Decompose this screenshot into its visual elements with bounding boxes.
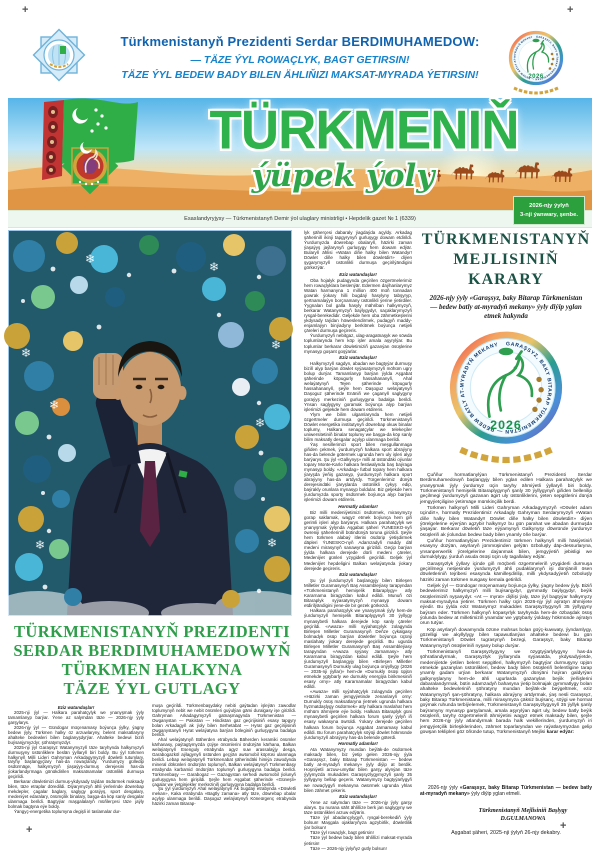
masthead xyxy=(8,98,592,210)
registration-mark: + xyxy=(22,4,29,16)
decree-paragraph: Garaşsyzlyk ýyllary içinde giň möçberli özgertmeleriň yzygiderli durmuşa geçirilmegi netijesinde ýurdumyzyň ähli pudaklarynyň işi dünýäniň ösen döwletleriniň tejribesi esasynda kämilleşdirilip, milli ykdysadyýetiň özboluşly häzirki zaman türkmen nusgasy kemala getirildi. xyxy=(420,561,592,583)
issue-date-line2: 3-nji ýanwary, şenbe. xyxy=(520,211,578,218)
issue-date-line1: 2026-njy ýylyň xyxy=(529,202,569,209)
greeting-paragraph: Ýaş nesillerimizi sport bilen meşgullanmaga giňden çekmek, ýurdumyzyň halkara sport abraýyny has-da belende götermek ugrunda hem uly işleri alyp barýarys. Şu ýyl «Galkynyş» milli at üstündäki oýunlar topary Monte-Karlo halkara festiwalynda baş baýraga mynasyp boldy. «Arkadag» futbol topary hem halkara ýaryşda ýeňiş gazanyp, ýurdumyzyň halkara sport abraýyny has-da artdyrdy. Türgenlerimiz dünýä derejesindäki ýaryşlarda üstünlikli çykyş edip, baýrakly orunlara mynasyp boldular. Biz geljekde hem ýurdumyzda sporty ösdürmek boýunça alyp barýan işlerimizi dowam etdireris. xyxy=(304,441,412,503)
year-2026-emblem-icon xyxy=(444,325,568,471)
decree-signature xyxy=(420,807,592,823)
resolution-post: ýyly diýip yglan etmeli. xyxy=(469,791,521,797)
president-quote-line2: TÄZE ÝYL BEDEW BADY BILEN ÄHLIŇIZI MAKSAT-MYRADA ÝETIRSIN! xyxy=(121,69,479,81)
greeting-paragraph: 2025-nji ýyl Garaşsyz Watanymyzyň täze taryhynda halkymyzyň durmuşyny üstünliklere beslän ýyllaryň biri boldy. Bu ýyl türkmen halkynyň Milli Lideri Gahryman Arkadagymyzyň döwletli tutumlary, taryhy başlangyçlary has-da rowaçlandy. Ýurdumyzy gülledip ösdürmäge, halkymyzyň ýaşaýyş-durmuş derejesini has-da ýokarlandyrmaga gönükdirilen maksatnamalar üstünlikli durmuşa geçirildi. xyxy=(8,744,144,780)
greeting-paragraph: Biz milli medeniýetimizi ösdürmek, mirasymyzy gorap saklamak, wagyz etmek boýunça hem giň gerimli işleri alyp barýarys. Halkara parahatçylyk we ynanyşmak ýylynda Aşgabat şäheri ÝUNESKO-nyň öwreniji şäherleriniň bütindünýä toruna girizildi. Şeýle hem türkmen alabaý itlerini ösdürip ýetişdirmek däpleri ÝUNESKO-nyň Adamzadyň maddy däl medeni mirasynyň sanawyna girizildi. Geçip barýan ýylda halkara derejede dürli medeni çäreler, Medeniýet günleri yzygiderli geçirildi. Geljek ýyl Medeniýet hepdeligini Balkan welaýatynda ýokary derejede geçireris. xyxy=(304,510,412,571)
decree-resolution xyxy=(420,785,592,797)
greeting-subhead: Eziz watandaşlar! xyxy=(339,271,377,277)
greeting-headline-line: TÜRKMENISTANYŇ PREZIDENTI xyxy=(13,622,291,641)
greeting-subhead: Eziz watandaşlar! xyxy=(57,704,95,710)
newspaper-subtitle: ýüpek ýoly xyxy=(251,158,435,194)
resolution-year-name: «Garaşsyz, baky Bitarap Türkmenistan — bedew batly at-myradyň mekany» xyxy=(420,785,592,797)
greeting-paragraph: «Awaza» milli syýahatçylyk zolagynda geçirilen «Häzirki zaman jemgyýetinde zenanlaryň orny: Durnukly ösüş maksatlaryna ýetmek ugrunda halkara hyzmatdaşlygy ösdürmek» atly halkara maslahat hem möhüm ähmiýete eýe boldy. Halkara Bitaraplyk güni mynasybetli geçirilen halkara forum şanly ýylyň iň esasy wakasyna öwrüldi. Ýokary derejede geçirilen halkara forum boýunça Aşgabat Jarnamasy kabul edildi. Bu forum parahatçylyk söýüji döwlet hökmünde ýurdumyzyň abraýyny has-da belende göterdi. xyxy=(304,689,412,740)
decree-dateline: Aşgabat şäheri, 2025-nji ýylyň 26-njy dekabry. xyxy=(451,830,561,836)
decree-article xyxy=(420,230,592,836)
greeting-paragraph: Ýene az salymdan täze — 2026-njy ýyly garşy alarys. Şu nurana säht ähliňize berk jan saglygyny we täze üstünlikleri arzuw edýärin. xyxy=(304,800,412,816)
svg-text:❄: ❄ xyxy=(21,346,32,360)
signature-name: D.GULMANOWA xyxy=(500,816,546,822)
greeting-paragraph: Şu ýyl ýurdumyzyň başlangyjy bilen Birleşen Milletler Guramasynyň Baş Assambleýasy tarapyndan «Türkmenistanyň hemişelik Bitaraplygy» atly Kararnama biragyzdan kabul edildi. Munuň özi Bitaraplyk syýasatymyzyň mynasyp dowam etdirilýändigini ýene-de bir gezek görkezdi. xyxy=(304,578,412,609)
decree-paragraph: Çuňňur hormatlanylýan Prezidentimiz türkmen halkynyň milli häsiýetiniň esasyny düzýän, asyrlaryň jümmüşinden gelýän özboluşly däp-dessurlaryna, ynsanperwerlik ýörelgelerine daýanmak bilen, jemgyýetiň jebisligi we durnuklylygy, ýurduň asuda ösüşi üçin uly tagallalary edýär. xyxy=(420,539,592,561)
greeting-paragraph: Halkara parahatçylyk we ynanyşmak ýyly hem-de ýurdumyzyň hemişelik Bitaraplygynyň 30 ýyllygy mynasybetli halkara derejede köp sanly çäreler geçirildi. «Awaza» milli syýahatçylyk zolagynda Birleşen Milletler Guramasynyň Deňze çykalgasy bolmadyk ösüp barýan döwletler boýunça üçünji maslahaty ýokary derejede geçirildi. Bu ugurda Birleşen Milletler Guramasynyň Baş Assambleýasy tarapyndan «Awaza syýasy Jarnamasy» atly Kararnama biragyzdan kabul edildi. Şeýle hem ýurdumyzyň başlangyjy bilen «Birleşen Milletler Guramasynyň Durnukly ulag boýunça onýyllygy (2026 — 2035-nji ýyllar)» hem-de «Durnukly ösüşi üpjün etmekde ygtybarly we durnukly energiýa birikmesiniň esasy orny» atly Kararnamalar biragyzdan kabul edildi. xyxy=(304,608,412,690)
decree-paragraph: Köp asyrlaryň dowamynda özüne mahsus bolan güýç-kuwwaty, ýyndamlygy, gözelligi we akyllylygy bilen tapawutlanýan ahalteke bedewi bu gün Türkmenistanyň Döwlet tugrasynyň bezegi, Garaşsyz, baky Bitarap Watanymyzyň ösüşleriniň nyşany bolup durýar. xyxy=(420,627,592,649)
resolution-pre: 2026-njy ýyly xyxy=(428,785,460,791)
greeting-paragraph: 2026-njy ýyl — Gündogar müçenamasy boýunça ýylky, ýagny bedew ýyly. Türkmen halky öz arzuwlaryny, belent maksatlaryny ahalteke bedewleri bilen baglanyşdyrýar. Ahalteke bedewi biziň buýsanjymyzdyr, şöhratymyzdyr. xyxy=(8,725,144,745)
president-quote-line1: — TÄZE ÝYL ROWAÇLYK, BAGT GETIRSIN! xyxy=(190,54,410,66)
svg-text:❄: ❄ xyxy=(255,416,266,430)
svg-text:❄: ❄ xyxy=(271,338,282,352)
year-2026-emblem-icon xyxy=(506,28,566,98)
decree-subtitle: 2026-njy ýyly «Garaşsyz, baky Bitarap Türkmenistan — bedew batly at-myradyň mekany» ýyly diýip yglan etmek hakynda xyxy=(429,294,583,320)
greeting-paragraph: Ylym we bilim ulgamlarynda hem netijeli özgertmeler durmuşa geçirildi. Türkmenistanyň Döwlet energetika institutynyň döwrebap okuw binalar toplumy, Halkara senagatçylar we telekeçiler uniwersitetiniň binalar toplumy we başga-da köp sanly bilim maksatly desgalar açylyp ulanmaga berildi. xyxy=(304,411,412,442)
greeting-paragraph: lyk şäherçesi dabaraly ýagdaýda açyldy. Arkadag şäheriniň ikinji tapgyrynyň gurluşygy dowam etdirildi. Ýurdumyzda döwrebap obalaryň, häzirki zaman ýaşaýyş jaýlarynyň gurluşygy hem dowam edýär. Bularyň ählisi «Watan diňe halky bilen Watandyr! Döwlet diňe halky bilen döwletdir!» diýen şygarymyzyň üstünlikli durmuşa geçirilýändigini görkezýär. xyxy=(304,230,412,271)
decree-headline xyxy=(420,230,592,290)
greeting-article xyxy=(8,230,412,851)
svg-text:❄: ❄ xyxy=(35,538,46,552)
president-quote-block xyxy=(100,34,500,81)
registration-mark: + xyxy=(26,824,33,836)
greeting-headline-line: TÜRKMEN HALKYNA xyxy=(61,660,243,679)
greeting-paragraph: Halkymyzyň sagdyn, abadan we bagtyýar durmuşy biziň alyp barýan döwlet syýasatymyzyň möhüm ugry bolup durýar. Tamamlanyp barýan ýylda Aşgabat şäherinde köpugurly hassahananyň, Ahal welaýatynyň Tejen şäherinde köpugurly hassahananyň, şeýle hem Daşoguz welaýatynyň Daşoguz şäherinde Enäniň we çaganyň saglygyny goraýyş merkeziniň gurluşygyna badalga berildi. Ynsan saglygyny goramak boýunça alyp barýan işlerimizi geljekde hem dowam etdireris. xyxy=(304,361,412,412)
registration-mark: + xyxy=(567,4,574,16)
decree-paragraph-text: Türkmenistanyň Garaşsyzlygyny we özygtyýarlylygyny has-da şöhratlandyrmak, Garaşsyzlyk ýyllarynda syýasatda, ykdysadyýetde, medeniýetde ýetilen belent sepgitleri, halkymyzyň bagtyýar durmuşyny üpjün etmekde gazanylan üstünlikleri, bedew bady bilen ösüşleriň belentligine tarap ynamly gadam urýan berkarar Watanymyzyň dünýäni haýran galdyrýan galkynyşlaryny hem-de ähli ugurlarda gazanylan beýik ýeňişlerini dabaralandyrmak, bütin adamzadyň bahasyna ýetip bolmajak gymmatlygy bolan ahalteke bedewleriniň şöhratyny mundan beýläk-de beýgeltmek, eziz Watanymyzyň şan-şöhratyny, halkara abraýyny artdyrmak, ýaş nesli Garaşsyz, baky Bitarap Türkmenistana, milli mirasymyza çäksiz buýsanç, söýgi we hormat goýmak ruhunda terbiýelemek, Türkmenistanyň Garaşsyzlygynyň 35 ýyllyk şanly baýramyny mynasyp garşylamak, amala aşyrylýan ägirt uly, bedew batly beýik ösüşleriň, taryhy özgertmeleriň ähmiýetini wagyz etmek maksady bilen, şeýle hem 2026-njy ýyly atlandyrmak barada halk wekillerinden, ýurdumyzyň iri jemgyýetçilik birleşiklerinden, zähmet toparlaryndan we raýatlarymyzdan gelip gowşan teklipleri göz öňünde tutup, Türkmenistanyň Mejlisi xyxy=(420,650,592,736)
decree-resolves-bold: karar edýär: xyxy=(545,730,575,736)
decree-headline-line: MEJLISINIŇ xyxy=(453,251,559,268)
founder-strip xyxy=(8,210,592,228)
president-new-year-portrait xyxy=(9,231,291,615)
svg-text:❄: ❄ xyxy=(85,252,96,266)
greeting-subhead: Eziz watandaşlar! xyxy=(339,572,377,578)
greeting-paragraph: Täze ýyl rowaçlyk, bagt getirsin! xyxy=(310,830,374,836)
greeting-paragraph: Ýurdumyzyň nebitgaz, ulag-aragatnaşyk we söwda toplumlarynda hem köp işler amala aşyrylýar. Bu toplumlar berkarar döwletimiziň gazanýan ösüşlerine mynasyp goşant goşýarlar. xyxy=(304,333,412,354)
greeting-subhead: Eziz watandaşlar! xyxy=(339,355,377,361)
decree-body xyxy=(420,473,592,781)
greeting-paragraph: Ata Watanymyzy mundan beýläk-de ösdürmek maksady bilen, biz ýetip gelen 2026-njy ýyla «Garaşsyz, baky Bitarap Türkmenistan — bedew batly at-myradyň mekany» ýyly diýip at berdik. Hoşniýetli arzuw-umytlar bilen garşy alynýan täze ýylymyzda mukaddes Garaşsyzlygymyzyň şanly 35 ýyllygyny bellap geçeris. Watanymyzy bagtyýarlygyň we rowaçlygyň mekanyna öwürmek ugrunda yhlas bilen zähmet çekeris. xyxy=(304,747,412,793)
greeting-paragraph: Ahal welaýatynyň Bäherden etrabynda Bäherden keramiki önümler kärhanasy, paýtagtymyzda çüýşe önümlerini öndürýän kärhana, Balkan welaýatynyň Esenguly etrabynda agyz suw arassalaýjy desga, Garabogazköl aýlagynyň üstünden geçýän awtomobil köprüsi ulanmaga berildi. Lebap welaýatynyň Türkmenabat şäherindäki himiýa zawodynda mineral dökünleri öndürýän toplumyň, Balkan welaýatynyň Türkmenbaşy etrabynda karbamid öndürýän toplumyň gurluşygyna badalga berildi. Türkmenbaşy — Garabogaz — Gazagystan serhedi awtomobil ýolunyň gurluşygyna hem girişildi. Şeýle hem Aşgabat şäherinde «Güneşli» çagalar we ýetginjekler merkeziniň gurluşygyna badalga berildi. xyxy=(152,737,296,787)
greeting-headline xyxy=(8,622,296,702)
greeting-paragraph: Berkarar döwletimizi durmuş-ykdysady taýdan ösdürmek maksady bilen, täze etraplar döredildi. Diýarymyzyň ähli ýerlerinde döwrebap mekdepler, çagalar baglary, saglygy goraýyş, sport desgalary, medeniýet edaralary, önümçilik binalary, başga-da köp sanly desgalar ulanmaga berildi. Bagtyýar maşgalalaryň müňlerçesi täze jaýly bolmak bagtyna eýe boldy. xyxy=(8,779,144,809)
svg-text:❄: ❄ xyxy=(267,536,278,550)
greeting-paragraph: Ýangyç-energetika toplumyna degişli iri taslamalar dur- xyxy=(14,808,121,814)
greeting-paragraph: Şu ýyl ýurdumyzyň Ahal welaýatynyň Ak bugdaý etrabynda «Döwletli mekan», Kaka etrabynda «Bagtly zamana» atly täze, döwrebap obalar açylyp ulanmaga berildi. Daşoguz welaýatynyň Köneürgenç etrabynda häzirki zaman Bitarap- xyxy=(152,786,296,807)
greeting-paragraph: Täze — 2026-njy ýylyňyz gutly bolsun! xyxy=(310,845,387,851)
greeting-paragraph: muşa geçirildi. Türkmenbaşydaky nebiti gaýtadan işleýän zawodlar toplumynyň nebit we nebit önümleri guýulýan gämi duralgasy işe girizildi. Gahryman Arkadagymyzyň gatnaşmagynda Türkmenistan — Owganystan — Pakistan — Hindistan gaz geçirijisiniň esasy tapgyry bolan Arkadagyň ak ýoly bilen Serhetabat — Hyrat gaz geçirijisiniň Owganystanyň Hyrat welaýatyna barýan böleginiň gurluşygyna badalga berildi. xyxy=(152,703,296,738)
decree-headline-line: TÜRKMENISTANYŇ xyxy=(421,231,591,248)
decree-paragraph: Çuňňur hormatlanylýan Türkmenistanyň Prezidenti Serdar Berdimuhamedowyň başlangyjy bilen yglan edilen Halkara parahatçylyk we ynanyşmak ýyly ýurdumyz üçin taryhy ähmiýetli ýyllaryň biri boldy. Türkmenistanyň hemişelik Bitaraplygynyň şanly 30 ýyllygynyň giňden bellenilip geçilmegi ýurdumyzyň gazanan ägirt uly üstünliklerini, ýeten sepgitlerini dünýä jemgyýetçiligine ýetirmäge mümkinçilik berdi. xyxy=(420,473,592,505)
svg-text:❄: ❄ xyxy=(209,260,220,274)
greeting-paragraph: Täze ýyl abadançylygyň, rysgal-berekediň ýyly bolsun! Maşgala ojaklaryňyza agzybirlik, döwletlilik ýar bolsun! xyxy=(304,815,412,831)
greeting-column-3 xyxy=(304,230,412,851)
ministry-emblem-icon xyxy=(30,26,88,84)
greeting-paragraph: 2025-nji ýyl — Halkara parahatçylyk we ynanyşmak ýyly tamamlanyp barýar. Ýene az salymdan täze — 2026-njy ýyly garşylarys. xyxy=(8,710,144,726)
decree-paragraph xyxy=(420,650,592,736)
greeting-subhead: Hormatly adamlar! xyxy=(338,503,378,509)
decree-headline-line: KARARY xyxy=(468,271,544,288)
registration-mark: + xyxy=(560,820,567,832)
svg-text:❄: ❄ xyxy=(49,398,60,412)
issue-date-box xyxy=(513,196,585,225)
greeting-headline-line: TÄZE ÝYL GUTLAGY xyxy=(63,679,241,698)
greeting-headline-line: SERDAR BERDIMUHAMEDOWYŇ xyxy=(13,641,291,660)
greeting-paragraph: Oba hojalyk pudagynda geçirilen özgertmelerimiz hem rowaçlyklara beslenýär. Edermen daýhanlarymyz Watan harmanyna 1 million 400 müň tonnadan gowrak ýokary hilli bugdaý hasylyny tabşyryp, şertnamalaýyn borçnamany üstünlikli ýerine ýetirdiler. Ýygnalan bol galla hasyly mähriban halkymyzyň, berkarar Watanymyzyň baýlygydyr, saçaklarymyzyň rysgal-berekedidir. Geljekde hem oba zähmetkeşlerini ykdysady taýdan höweslendirmek, pudagyň maddy-enjamlaýyn binýadyny berkitmek boýunça netijeli çäreleri durmuşa geçireris. xyxy=(304,277,412,334)
founder-line: Esaslandyryjysy — Türkmenistanyň Demir ýol ulaglary ministrligi • Hepdelik gazet № 1 (6339) xyxy=(184,216,416,222)
signature-title: Türkmenistanyň Mejlisiniň Başlygy xyxy=(478,808,568,814)
greeting-subhead: Hormatly adamlar! xyxy=(338,741,378,747)
top-header-band xyxy=(0,14,600,96)
decree-paragraph: Türkmen halkynyň Milli Lideri Gahryman Arkadagymyzyň «Döwlet adam üçindir!», hormatly Prezidentimiz Arkadagly Gahryman Serdarymyzyň «Watan diňe halky bilen Watandyr! Döwlet diňe halky bilen döwletdir!» diýen ýörelgelerine eýerýän agzybir halkymyz bu gün parahat we abadan durmuşda ýaşaýar. Berkarar döwletiň täze eýýamynyň Galkynyşy döwründe ýurdumyz ösüşleriň ak ýolundan bedew bady bilen ynamly öňe barýar. xyxy=(420,506,592,538)
president-quote-title: Türkmenistanyň Prezidenti Serdar BERDIMUHAMEDOW: xyxy=(120,34,480,49)
decree-paragraph: Geljek ýyl — Gündogar müçenamasy boýunça ýylky, ýagny bedew ýyly. Biziň bedewlerimiz halkymyzyň milli buýsanjydyr, gymmatly baýlygydyr, beýik ösüşlerimiziň nyşanydyr. «At — myrat» diýlişi ýaly, täze ýyl bagtyýar halkymyzy maksat-myradyna ýetirer. Türkmen halky üçin 2026-njy ýyl aýratyn ähmiýete eýedir. Bu ýylda eziz Watanymyz mukaddes Garaşsyzlygynyň 35 ýyllygyny baýram eder. Türkmen halkynyň köpasyrlyk taryhynda hem-de özbaşdak ösüş ýolunda bedew at milletimiziň ynamdar we ygtybarly ýoldaşy hökmünde aýratyn orun tutýar. xyxy=(420,583,592,627)
newspaper-title: TÜRKMENIŇ xyxy=(209,99,519,162)
greeting-paragraph: Täze ýyl bedew bady bilen ähliňizi maksat-myrada ýetirsin! xyxy=(304,835,412,846)
greeting-subhead: Eziz watandaşlar! xyxy=(339,794,377,800)
president-photo xyxy=(8,230,292,616)
greeting-column-2 xyxy=(152,704,296,836)
greeting-column-1 xyxy=(8,704,144,836)
